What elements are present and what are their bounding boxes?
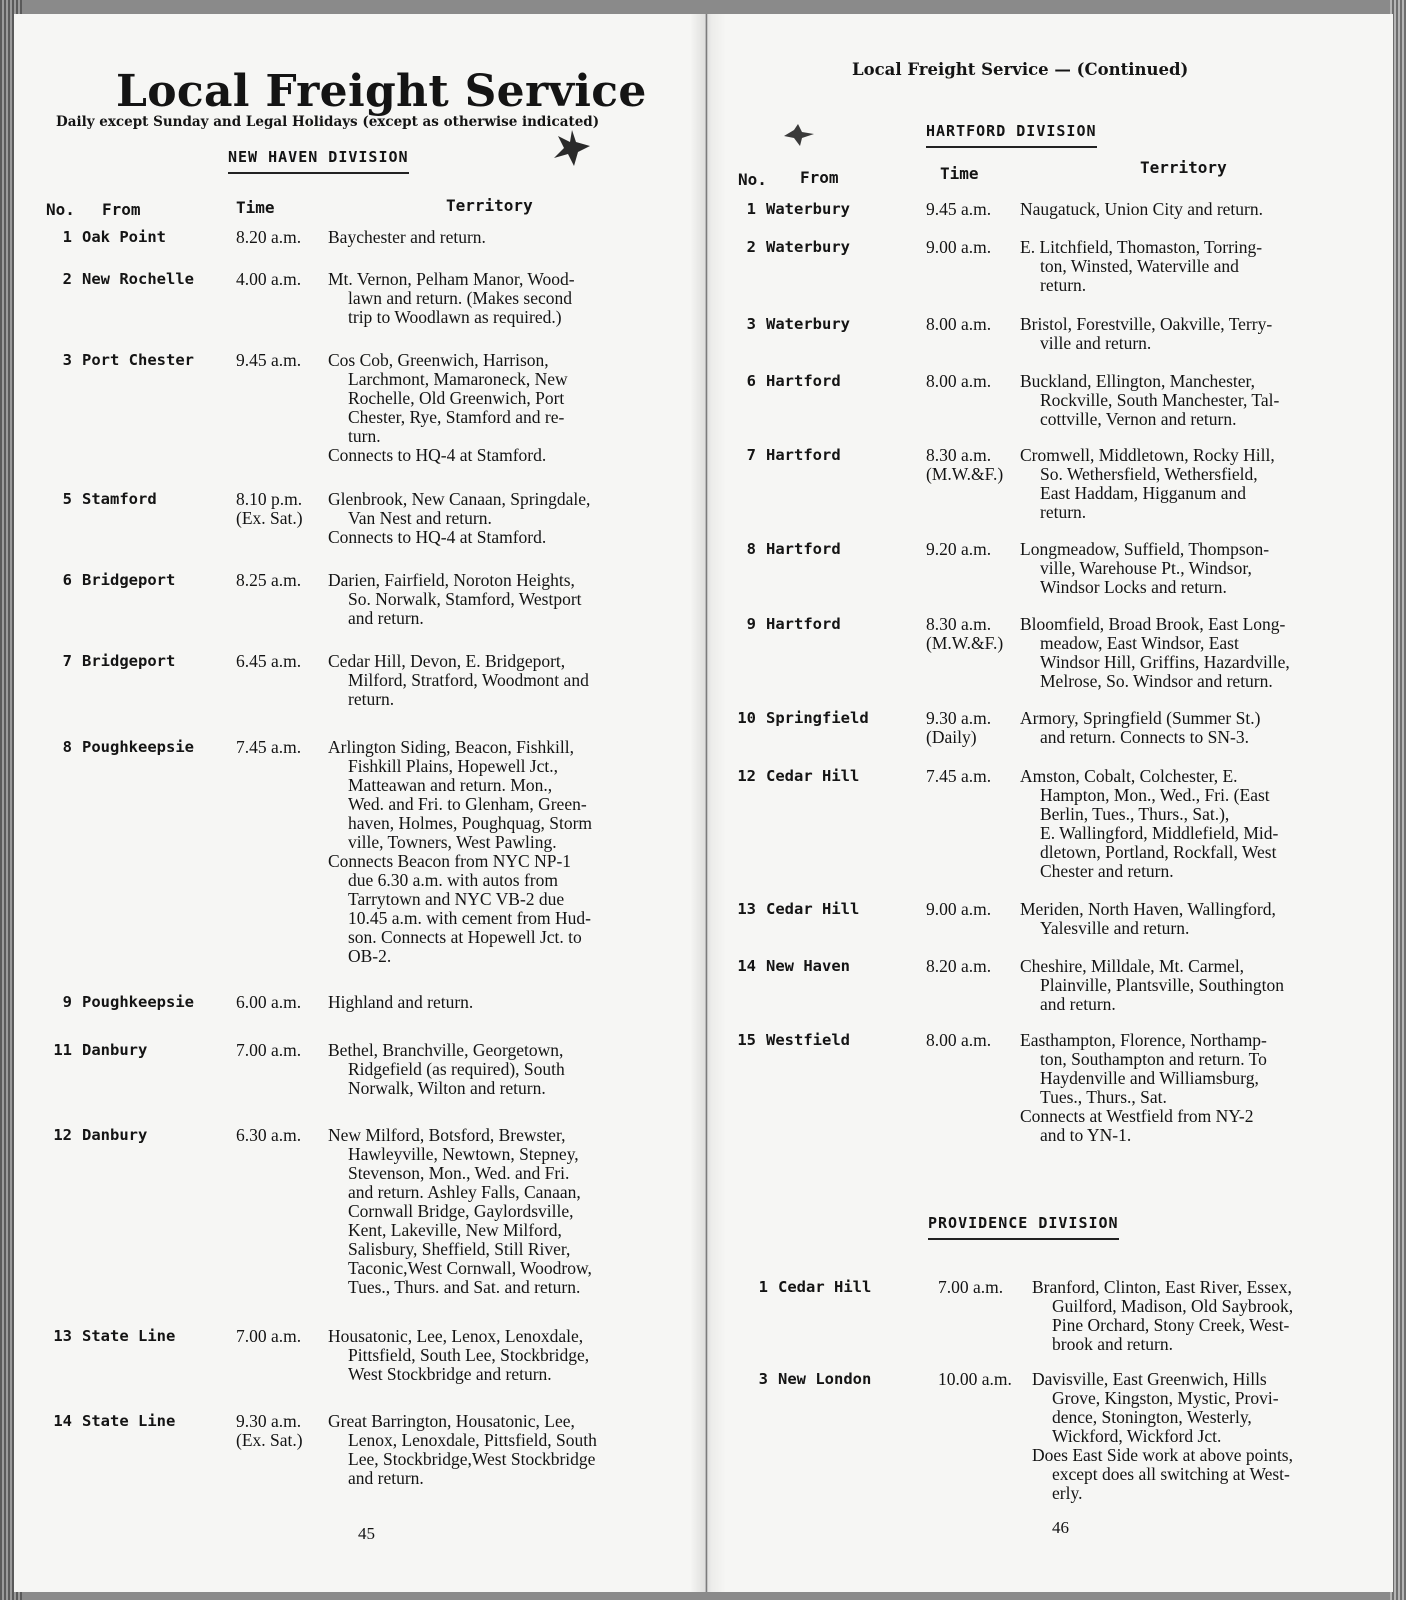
- territory-line: West Stockbridge and return.: [348, 1364, 552, 1384]
- territory-note: Connects at Westfield from NY-2: [1020, 1106, 1254, 1126]
- territory-line: Cornwall Bridge, Gaylordsville,: [348, 1201, 574, 1221]
- territory-line: Housatonic, Lee, Lenox, Lenoxdale,: [328, 1326, 584, 1346]
- division-heading-providence: PROVIDENCE DIVISION: [928, 1214, 1119, 1240]
- division-heading-new-haven: NEW HAVEN DIVISION: [228, 148, 409, 174]
- territory-line: Cos Cob, Greenwich, Harrison,: [328, 350, 549, 370]
- territory-line: haven, Holmes, Poughquag, Storm: [348, 813, 593, 833]
- territory-line: Cedar Hill, Devon, E. Bridgeport,: [328, 651, 566, 671]
- entry-territory: [328, 652, 668, 709]
- entry-territory: [1032, 1278, 1362, 1354]
- territory-line: Windsor Hill, Griffins, Hazardville,: [1040, 652, 1290, 672]
- territory-note: erly.: [1052, 1483, 1083, 1503]
- entry-time: 7.45 a.m.: [926, 766, 992, 786]
- entry-territory: [328, 270, 668, 327]
- territory-line: cottville, Vernon and return.: [1040, 409, 1237, 429]
- territory-note: Connects to HQ-4 at Stamford.: [328, 527, 547, 547]
- territory-note: and to YN-1.: [1040, 1125, 1132, 1145]
- entry-territory: [1020, 1031, 1350, 1145]
- entry-territory: [328, 1412, 668, 1488]
- territory-line: Taconic,West Cornwall, Woodrow,: [348, 1258, 592, 1278]
- territory-line: East Haddam, Higganum and: [1040, 483, 1247, 503]
- territory-note: son. Connects at Hopewell Jct. to: [348, 927, 582, 947]
- territory-line: Haydenville and Williamsburg,: [1040, 1068, 1259, 1088]
- column-header-territory: Territory: [446, 196, 533, 215]
- column-header-no-right: No.: [738, 170, 767, 189]
- entry-number: 9: [62, 993, 72, 1011]
- entry-territory: [328, 993, 668, 1012]
- entry-number: 9: [746, 615, 756, 633]
- territory-line: Naugatuck, Union City and return.: [1020, 199, 1264, 219]
- entry-from: Hartford: [766, 446, 841, 464]
- entry-territory: [1020, 709, 1350, 747]
- entry-from: New London: [778, 1370, 872, 1388]
- entry-time: 6.45 a.m.: [236, 651, 302, 671]
- entry-time: 9.30 a.m. (Ex. Sat.): [236, 1411, 303, 1450]
- column-header-time-right: Time: [940, 164, 979, 183]
- entry-territory: [328, 490, 668, 547]
- territory-line: and return.: [348, 1468, 424, 1488]
- entry-territory: [1020, 446, 1350, 522]
- territory-line: So. Norwalk, Stamford, Westport: [348, 589, 582, 609]
- territory-line: Stevenson, Mon., Wed. and Fri.: [348, 1163, 570, 1183]
- territory-line: So. Wethersfield, Wethersfield,: [1040, 464, 1258, 484]
- entry-number: 15: [737, 1031, 756, 1049]
- territory-line: Pine Orchard, Stony Creek, West-: [1052, 1315, 1290, 1335]
- entry-from: State Line: [82, 1412, 176, 1430]
- territory-line: Branford, Clinton, East River, Essex,: [1032, 1277, 1292, 1297]
- entry-territory: [328, 1327, 668, 1384]
- territory-line: Bristol, Forestville, Oakville, Terry-: [1020, 314, 1273, 334]
- territory-line: Larchmont, Mamaroneck, New: [348, 369, 568, 389]
- entry-from: Hartford: [766, 372, 841, 390]
- territory-line: Chester, Rye, Stamford and re-: [348, 407, 565, 427]
- territory-line: Lee, Stockbridge,West Stockbridge: [348, 1449, 596, 1469]
- territory-line: New Milford, Botsford, Brewster,: [328, 1125, 566, 1145]
- entry-time: 6.00 a.m.: [236, 992, 302, 1012]
- entry-territory: [1020, 315, 1350, 353]
- territory-line: Bethel, Branchville, Georgetown,: [328, 1040, 564, 1060]
- territory-line: Matteawan and return. Mon.,: [348, 775, 553, 795]
- entry-territory: [1020, 615, 1350, 691]
- entry-territory: [1020, 900, 1350, 938]
- entry-time: 8.25 a.m.: [236, 570, 302, 590]
- territory-line: dletown, Portland, Rockfall, West: [1040, 842, 1277, 862]
- territory-line: Davisville, East Greenwich, Hills: [1032, 1369, 1267, 1389]
- territory-line: and return. Ashley Falls, Canaan,: [348, 1182, 581, 1202]
- territory-line: Ridgefield (as required), South: [348, 1059, 565, 1079]
- entry-number: 7: [62, 652, 72, 670]
- entry-territory: [1032, 1370, 1362, 1503]
- territory-line: Hawleyville, Newtown, Stepney,: [348, 1144, 579, 1164]
- territory-line: Amston, Cobalt, Colchester, E.: [1020, 766, 1238, 786]
- territory-line: Glenbrook, New Canaan, Springdale,: [328, 489, 591, 509]
- entry-time: 7.45 a.m.: [236, 737, 302, 757]
- page-title: Local Freight Service: [116, 66, 647, 117]
- territory-line: Longmeadow, Suffield, Thompson-: [1020, 539, 1270, 559]
- continued-title: Local Freight Service — (Continued): [852, 60, 1189, 79]
- territory-line: ton, Southampton and return. To: [1040, 1049, 1267, 1069]
- entry-from: Poughkeepsie: [82, 738, 194, 756]
- entry-from: Port Chester: [82, 351, 194, 369]
- entry-time: 8.20 a.m.: [236, 227, 302, 247]
- entry-number: 6: [62, 571, 72, 589]
- entry-number: 3: [746, 315, 756, 333]
- territory-line: Norwalk, Wilton and return.: [348, 1078, 546, 1098]
- territory-line: meadow, East Windsor, East: [1040, 633, 1239, 653]
- entry-number: 8: [62, 738, 72, 756]
- territory-line: Yalesville and return.: [1040, 918, 1190, 938]
- entry-from: New Haven: [766, 957, 850, 975]
- entry-number: 1: [758, 1278, 768, 1296]
- entry-number: 14: [737, 957, 756, 975]
- territory-line: Meriden, North Haven, Wallingford,: [1020, 899, 1276, 919]
- entry-from: State Line: [82, 1327, 176, 1345]
- territory-line: ton, Winsted, Waterville and: [1040, 256, 1239, 276]
- territory-line: Van Nest and return.: [348, 508, 492, 528]
- entry-number: 6: [746, 372, 756, 390]
- entry-from: Waterbury: [766, 200, 850, 218]
- entry-number: 2: [746, 238, 756, 256]
- entry-from: Bridgeport: [82, 652, 176, 670]
- entry-time: 8.10 p.m. (Ex. Sat.): [236, 489, 303, 528]
- entry-from: Bridgeport: [82, 571, 176, 589]
- territory-line: Windsor Locks and return.: [1040, 577, 1227, 597]
- entry-time: 8.00 a.m.: [926, 1030, 992, 1050]
- territory-line: ville, Warehouse Pt., Windsor,: [1040, 558, 1252, 578]
- territory-line: Highland and return.: [328, 992, 474, 1012]
- entry-time: 8.30 a.m. (M.W.&F.): [926, 445, 1004, 484]
- entry-territory: [328, 1126, 668, 1297]
- column-header-time: Time: [236, 198, 275, 217]
- territory-note: due 6.30 a.m. with autos from: [348, 870, 558, 890]
- entry-number: 12: [737, 767, 756, 785]
- entry-number: 3: [62, 351, 72, 369]
- territory-note: 10.45 a.m. with cement from Hud-: [348, 908, 592, 928]
- territory-line: Armory, Springfield (Summer St.): [1020, 708, 1261, 728]
- territory-line: Easthampton, Florence, Northamp-: [1020, 1030, 1267, 1050]
- ink-stain-small-icon: [780, 122, 816, 148]
- territory-line: E. Litchfield, Thomaston, Torring-: [1020, 237, 1263, 257]
- territory-line: Wickford, Wickford Jct.: [1052, 1426, 1222, 1446]
- territory-note: Connects Beacon from NYC NP-1: [328, 851, 572, 871]
- territory-line: lawn and return. (Makes second: [348, 288, 573, 308]
- territory-line: Rochelle, Old Greenwich, Port: [348, 388, 565, 408]
- territory-line: and return. Connects to SN-3.: [1040, 727, 1249, 747]
- territory-line: Bloomfield, Broad Brook, East Long-: [1020, 614, 1286, 634]
- entry-from: Waterbury: [766, 238, 850, 256]
- column-header-from-right: From: [800, 168, 839, 187]
- territory-note: except does all switching at West-: [1052, 1464, 1290, 1484]
- entry-time: 6.30 a.m.: [236, 1125, 302, 1145]
- entry-number: 2: [62, 270, 72, 288]
- page-number-left: 45: [358, 1524, 375, 1543]
- territory-line: return.: [1040, 502, 1087, 522]
- territory-line: Mt. Vernon, Pelham Manor, Wood-: [328, 269, 575, 289]
- entry-territory: [1020, 767, 1350, 881]
- territory-line: turn.: [348, 426, 381, 446]
- entry-time: 9.45 a.m.: [926, 199, 992, 219]
- territory-line: Chester and return.: [1040, 861, 1174, 881]
- entry-from: Stamford: [82, 490, 157, 508]
- territory-line: Milford, Stratford, Woodmont and: [348, 670, 589, 690]
- territory-line: Buckland, Ellington, Manchester,: [1020, 371, 1256, 391]
- territory-line: Salisbury, Sheffield, Still River,: [348, 1239, 571, 1259]
- territory-line: Melrose, So. Windsor and return.: [1040, 671, 1273, 691]
- territory-line: Great Barrington, Housatonic, Lee,: [328, 1411, 575, 1431]
- territory-line: Arlington Siding, Beacon, Fishkill,: [328, 737, 574, 757]
- entry-time: 9.00 a.m.: [926, 899, 992, 919]
- territory-line: Cheshire, Milldale, Mt. Carmel,: [1020, 956, 1245, 976]
- entry-territory: [328, 1041, 668, 1098]
- territory-line: return.: [348, 689, 395, 709]
- entry-territory: [1020, 540, 1350, 597]
- entry-territory: [328, 228, 668, 247]
- entry-number: 1: [62, 228, 72, 246]
- entry-from: Waterbury: [766, 315, 850, 333]
- entry-number: 13: [737, 900, 756, 918]
- entry-from: Hartford: [766, 540, 841, 558]
- territory-line: Lenox, Lenoxdale, Pittsfield, South: [348, 1430, 597, 1450]
- column-header-territory-right: Territory: [1140, 158, 1227, 177]
- territory-line: Wed. and Fri. to Glenham, Green-: [348, 794, 587, 814]
- territory-line: Pittsfield, South Lee, Stockbridge,: [348, 1345, 590, 1365]
- entry-number: 11: [53, 1041, 72, 1059]
- entry-from: Oak Point: [82, 228, 166, 246]
- entry-territory: [1020, 372, 1350, 429]
- territory-line: Berlin, Tues., Thurs., Sat.),: [1040, 804, 1230, 824]
- entry-time: 4.00 a.m.: [236, 269, 302, 289]
- territory-line: Guilford, Madison, Old Saybrook,: [1052, 1296, 1294, 1316]
- entry-territory: [1020, 957, 1350, 1014]
- page-subtitle: Daily except Sunday and Legal Holidays (except as otherwise indicated): [56, 114, 600, 130]
- territory-line: ville, Towners, West Pawling.: [348, 832, 557, 852]
- division-heading-hartford: HARTFORD DIVISION: [926, 122, 1097, 148]
- territory-line: trip to Woodlawn as required.): [348, 307, 562, 327]
- entry-territory: [328, 571, 668, 628]
- entry-time: 7.00 a.m.: [236, 1326, 302, 1346]
- entry-time: 7.00 a.m.: [236, 1040, 302, 1060]
- entry-time: 8.30 a.m. (M.W.&F.): [926, 614, 1004, 653]
- entry-from: New Rochelle: [82, 270, 194, 288]
- territory-note: Connects to HQ-4 at Stamford.: [328, 445, 547, 465]
- territory-line: return.: [1040, 275, 1087, 295]
- entry-number: 8: [746, 540, 756, 558]
- territory-line: Darien, Fairfield, Noroton Heights,: [328, 570, 575, 590]
- territory-line: Kent, Lakeville, New Milford,: [348, 1220, 562, 1240]
- territory-line: Plainville, Plantsville, Southington: [1040, 975, 1285, 995]
- territory-note: Tarrytown and NYC VB-2 due: [348, 889, 565, 909]
- entry-time: 9.30 a.m. (Daily): [926, 708, 992, 747]
- territory-note: Does East Side work at above points,: [1032, 1445, 1293, 1465]
- entry-number: 14: [53, 1412, 72, 1430]
- entry-number: 5: [62, 490, 72, 508]
- entry-territory: [1020, 238, 1350, 295]
- book-gutter: [690, 14, 726, 1592]
- entry-from: Westfield: [766, 1031, 850, 1049]
- territory-line: ville and return.: [1040, 333, 1152, 353]
- territory-line: Tues., Thurs., Sat.: [1040, 1087, 1167, 1107]
- territory-line: Fishkill Plains, Hopewell Jct.,: [348, 756, 558, 776]
- entry-number: 3: [758, 1370, 768, 1388]
- column-header-from: From: [102, 200, 141, 219]
- page-number-right: 46: [1052, 1518, 1069, 1537]
- entry-time: 9.45 a.m.: [236, 350, 302, 370]
- entry-from: Danbury: [82, 1041, 148, 1059]
- entry-time: 8.00 a.m.: [926, 314, 992, 334]
- entry-from: Poughkeepsie: [82, 993, 194, 1011]
- entry-from: Cedar Hill: [778, 1278, 872, 1296]
- entry-number: 1: [746, 200, 756, 218]
- territory-line: and return.: [1040, 994, 1116, 1014]
- entry-from: Springfield: [766, 709, 869, 727]
- entry-number: 10: [737, 709, 756, 727]
- entry-from: Cedar Hill: [766, 900, 860, 918]
- territory-line: Rockville, South Manchester, Tal-: [1040, 390, 1280, 410]
- territory-note: OB-2.: [348, 946, 392, 966]
- territory-line: Cromwell, Middletown, Rocky Hill,: [1020, 445, 1275, 465]
- territory-line: dence, Stonington, Westerly,: [1052, 1407, 1252, 1427]
- entry-time: 8.00 a.m.: [926, 371, 992, 391]
- territory-line: E. Wallingford, Middlefield, Mid-: [1040, 823, 1279, 843]
- territory-line: and return.: [348, 608, 424, 628]
- territory-line: Tues., Thurs. and Sat. and return.: [348, 1277, 581, 1297]
- territory-line: Grove, Kingston, Mystic, Provi-: [1052, 1388, 1279, 1408]
- entry-number: 12: [53, 1126, 72, 1144]
- entry-time: 10.00 a.m.: [938, 1369, 1012, 1389]
- entry-time: 7.00 a.m.: [938, 1277, 1004, 1297]
- entry-from: Cedar Hill: [766, 767, 860, 785]
- territory-line: brook and return.: [1052, 1334, 1174, 1354]
- entry-number: 7: [746, 446, 756, 464]
- entry-territory: [328, 738, 668, 966]
- entry-territory: [328, 351, 668, 465]
- entry-time: 9.20 a.m.: [926, 539, 992, 559]
- entry-from: Danbury: [82, 1126, 148, 1144]
- entry-territory: [1020, 200, 1350, 219]
- entry-time: 8.20 a.m.: [926, 956, 992, 976]
- entry-from: Hartford: [766, 615, 841, 633]
- column-header-no: No.: [46, 200, 75, 219]
- entry-number: 13: [53, 1327, 72, 1345]
- territory-line: Baychester and return.: [328, 227, 486, 247]
- ink-stain-icon: [550, 128, 594, 168]
- entry-time: 9.00 a.m.: [926, 237, 992, 257]
- territory-line: Hampton, Mon., Wed., Fri. (East: [1040, 785, 1270, 805]
